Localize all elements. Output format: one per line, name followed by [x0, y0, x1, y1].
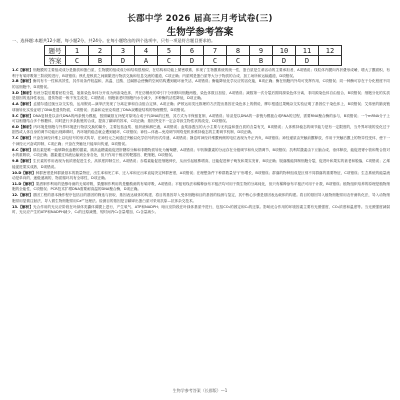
answer-table-answer-row	[45, 56, 342, 66]
explanation-paragraph	[12, 159, 390, 170]
answer-cell: B	[89, 56, 112, 66]
answer-table-number-row	[45, 46, 342, 56]
page-footer: 生物学参考答案（长郡版）—1	[172, 388, 228, 393]
explanation-text: DNA复制是以亲代DNA的两条链为模板，按照碱基互补配对原则合成子代DNA的过程，其方式为半保留复制，A项错误；转录是以DNA的一条链为模板合成RNA的过程，需要RNA聚合酶的参与，B项错误；一个mRNA分子上可以相继结合多个核糖体，同时进行多条肽链的合成，提高了翻译的效率，C项正确；基因突变不一定会导致生物性状的改变，D项错误。	[12, 113, 390, 124]
explanation-paragraph	[12, 79, 390, 90]
question-number: 8	[227, 46, 250, 56]
question-number: 1	[66, 46, 89, 56]
explanation-paragraph	[12, 171, 390, 182]
explanation-paragraph	[12, 91, 390, 102]
answer-cell	[319, 56, 342, 66]
explanation-text: 有丝分裂后期着丝粒分裂，姐妹染色单体分开成为两条染色体，并在纺锤丝的牵引下分别移向细胞两极，染色体数目加倍，A项错误；减数第一次分裂后期同源染色体分离，非同源染色体自由组合，B项错误；细胞分化的实质是基因的选择性表达，遗传物质一般不发生改变，C项错误；细胞衰老时细胞内水分减少，多种酶的活性降低，D项正确。	[12, 90, 390, 101]
explanations-body	[12, 68, 390, 386]
explanation-label: 4.A【解析】	[12, 102, 34, 107]
explanation-text: 孟德尔通过豌豆杂交实验，运用假说—演绎法发现了分离定律和自由组合定律，A项正确；萨顿运用类比推理的方法提出基因在染色体上的假说，摩尔根通过果蝇杂交实验证明了基因位于染色体上，B项错误；艾弗里的肺炎链球菌转化实验证明了DNA是遗传物质，C项错误；沃森和克里克构建了DNA双螺旋结构的物理模型，D项错误。	[12, 102, 390, 112]
explanation-text: 生长素的作用表现为低浓度促进生长，高浓度抑制生长，A项错误；赤霉素能促进细胞伸长，从而引起植株增高，还能促进种子萌发和果实发育，B项正确；脱落酸能抑制细胞分裂，促进叶和果实的衰老和脱落，C项错误；乙烯能促进果实成熟，D项错误。	[12, 159, 390, 169]
question-number: 9	[250, 46, 273, 56]
explanation-label: 10.D【解析】	[12, 170, 36, 175]
document-title: 长郡中学 2026 届高三月考试卷(三)	[127, 14, 273, 24]
explanation-label: 12.【解析】	[12, 193, 33, 198]
answer-cell: B	[250, 56, 273, 66]
explanation-text: 基因工程的基本操作程序包括目的基因的筛选与获取、基因表达载体的构建、将目的基因导入受体细胞和目的基因的检测与鉴定，其中核心步骤是基因表达载体的构建。将目的基因导入植物细胞常用农杆菌转化法，导入动物细胞常用显微注射法，导入微生物细胞常用Ca²⁺处理法。检测目的基因是否翻译出蛋白质可采用抗原—抗体杂交技术。	[12, 193, 390, 203]
question-number: 3	[112, 46, 135, 56]
explanation-label: 3.D【解析】	[12, 90, 34, 95]
question-number: 12	[319, 46, 342, 56]
explanation-label: 13.【解析】	[12, 204, 33, 209]
answer-table	[44, 45, 342, 66]
explanation-label: 11.D【解析】	[12, 181, 36, 186]
explanation-paragraph	[12, 102, 390, 113]
explanation-label: 2.B【解析】	[12, 79, 34, 84]
answer-table-row-label: 题号	[45, 46, 66, 56]
explanation-text: 光合作用的光反应阶段在叶绿体类囊体薄膜上进行，产生氧气、ATP和NADPH；暗反应阶段在叶绿体基质中进行，包括CO₂的固定和C₃的还原。影响光合作用的环境因素主要有光照强度、CO₂浓度和温度等。当光照强度减弱时，光反应产生的ATP和NADPH减少，C₃的还原减慢，短时间内C₃含量增加、C₅含量减少。	[12, 204, 390, 215]
explanation-paragraph	[12, 182, 390, 193]
explanation-paragraph	[12, 193, 390, 204]
explanation-paragraph	[12, 68, 390, 79]
question-number: 7	[204, 46, 227, 56]
explanation-label: 5.C【解析】	[12, 113, 34, 118]
explanation-text: 内环境是细胞与外界环境进行物质交换的媒介，主要包括血浆、组织液和淋巴液，A项错误；血浆渗透压的大小主要与无机盐和蛋白质的含量有关，B项错误；人体维持稳态的调节能力是有一定限度的，当外界环境的变化过于剧烈或人体自身的调节功能出现障碍时，内环境的稳态就会遭到破坏，C项错误；神经—体液—免疫调节网络是机体维持稳态的主要调节机制，D项正确。	[12, 124, 390, 135]
answer-cell: D	[181, 56, 204, 66]
question-number: 11	[296, 46, 319, 56]
explanation-text: 种群密度是种群最基本的数量特征，出生率和死亡率、迁入率和迁出率直接决定种群密度，A项错误；在理想条件下种群数量呈“J”形增长，B项错误；群落的物种组成是区别不同群落的重要特征，C项错误；生态系统的能量流动是单向的、逐级递减的，物质循环具有全球性，D项正确。	[12, 170, 390, 181]
explanation-paragraph	[12, 114, 390, 125]
explanation-label: 9.B【解析】	[12, 159, 34, 164]
explanation-text: 果酒制作利用的是酵母菌的无氧呼吸，果醋制作利用的是醋酸菌的有氧呼吸，A项错误；平板划线法和稀释涂布平板法均可用于微生物的分离纯化，但只有稀释涂布平板法可用于计数，B项错误；植物组织培养的原理是植物细胞的全能性，C项错误；PCR技术扩增DNA需要耐高温的DNA聚合酶，D项正确。	[12, 181, 390, 192]
document-subtitle: 生物学参考答案	[166, 27, 234, 38]
explanation-paragraph	[12, 148, 390, 159]
question-number: 2	[89, 46, 112, 56]
answer-cell: D	[273, 56, 296, 66]
explanation-text: 细胞膜的主要组成成分是脂质和蛋白质，生物膜的组成成分和结构很相似，在结构和功能上紧密联系，体现了生物膜系统的统一性，蛋白质是生命活动的主要承担者，A项错误；线粒体内膜向内折叠形成嵴，增大了膜面积，有利于有氧呼吸第三阶段的进行，B项错误；核孔是核质之间频繁进行物质交换和信息交流的通道，C项正确；内质网是蛋白质等大分子物质的合成、加工场所和运输通道，D项错误。	[12, 68, 390, 78]
explanation-label: 8.C【解析】	[12, 147, 33, 152]
question-number: 10	[273, 46, 296, 56]
answer-cell: D	[112, 56, 135, 66]
section-intro: 一、选择题:本题共12小题，每小题2分，共24分。在每小题给出的四个选项中，只有一项是符合题目要求的。	[12, 38, 216, 43]
explanation-text: 兴奋在神经纤维上以电信号的形式传导，在神经元之间通过突触以化学信号的形式传递，A项错误；静息时神经纤维膜两侧的电位表现为外正内负，B项错误；神经递质由突触前膜释放，作用于突触后膜上的特异性受体，使下一个神经元兴奋或抑制，C项正确；兴奋在突触处只能单向传递，D项错误。	[12, 136, 390, 146]
answer-cell: A	[135, 56, 158, 66]
question-number: 6	[181, 46, 204, 56]
explanation-paragraph	[12, 125, 390, 136]
explanation-label: 1.C【解析】	[12, 68, 33, 72]
explanation-text: 酶具有专一性和高效性，其作用条件较温和，高温、过酸、过碱都会使酶的空间结构遭到破坏而失活，A项错误；酶能降低化学反应的活化能，B项正确；酶在细胞内外均可发挥作用，C项错误；同一种酶可存在于分化程度不同的活细胞中，D项错误。	[12, 79, 390, 89]
explanation-paragraph	[12, 136, 390, 147]
question-number: 4	[135, 46, 158, 56]
answer-cell: C	[204, 56, 227, 66]
answer-table-row-label: 答案	[45, 56, 66, 66]
answer-cell: C	[158, 56, 181, 66]
answer-cell: C	[66, 56, 89, 66]
explanation-label: 6.D【解析】	[12, 124, 34, 129]
explanation-label: 7.C【解析】	[12, 136, 33, 141]
explanation-text: 胰岛素是唯一能够降低血糖的激素，胰高血糖素能促进肝糖原分解和非糖物质转化为葡萄糖，A项错误；甲状腺激素的分泌存在分级调节和负反馈调节，B项错误；抗利尿激素由下丘脑合成、垂体释放，能促进肾小管和集合管对水的重吸收，C项正确；激素通过体液运输到全身各处，但只作用于相应的靶器官、靶细胞，D项错误。	[12, 147, 390, 158]
question-number: 5	[158, 46, 181, 56]
answer-cell: D	[296, 56, 319, 66]
answer-cell: C	[227, 56, 250, 66]
explanation-paragraph	[12, 205, 390, 216]
